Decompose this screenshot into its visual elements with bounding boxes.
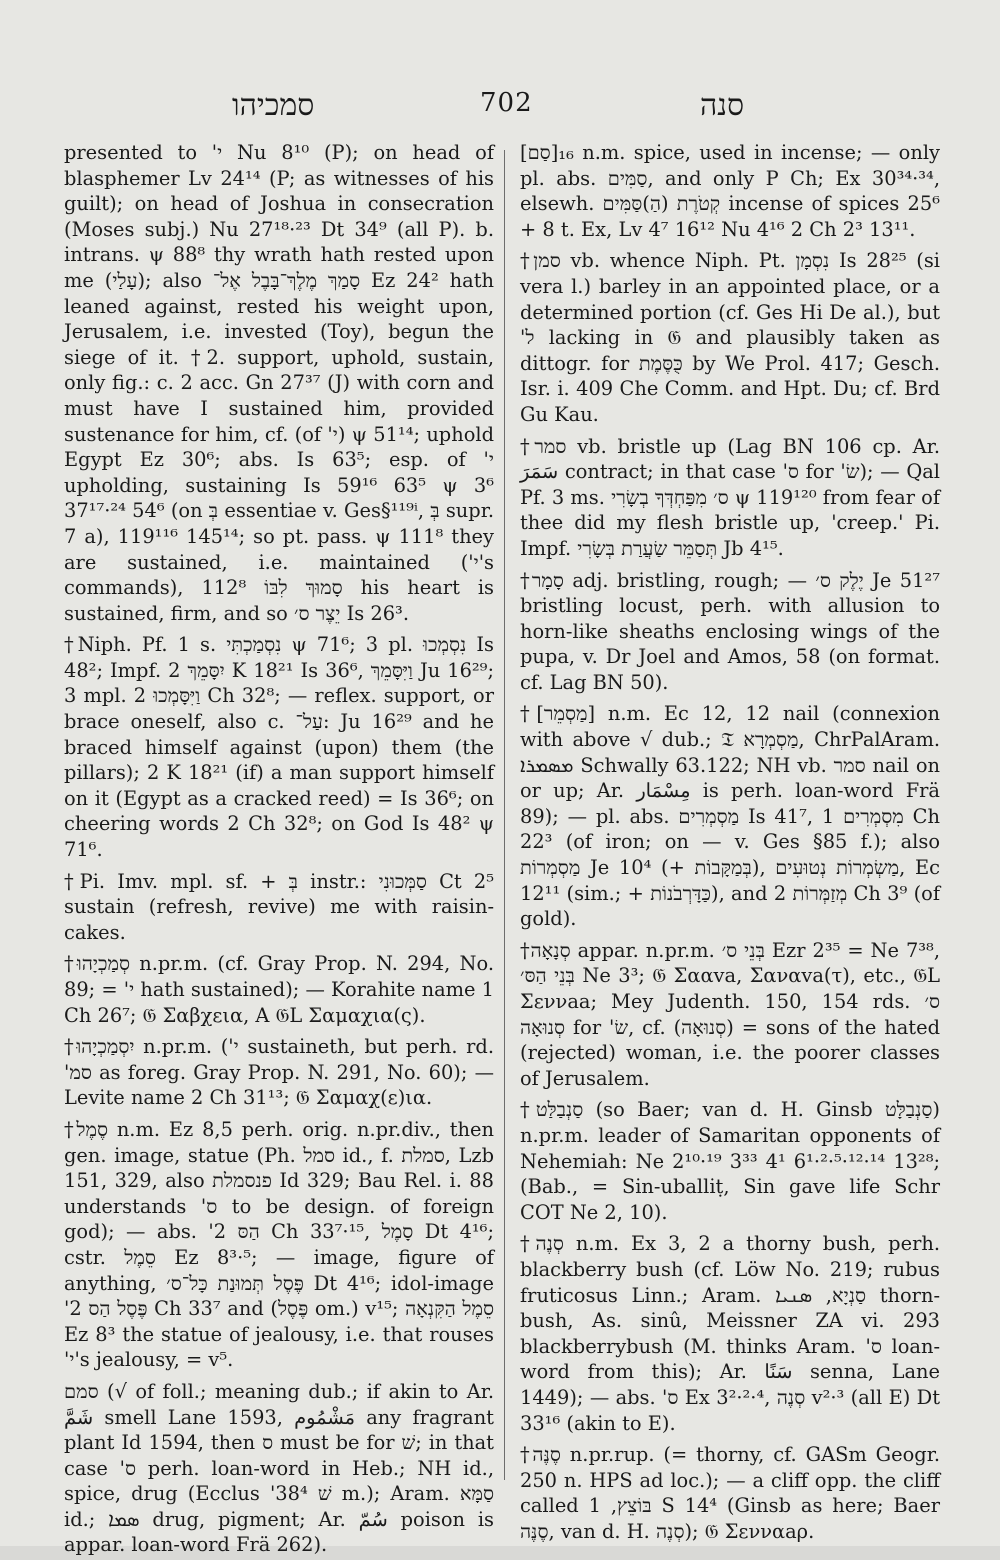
right-paragraph: †סַנְבַלַּט (so Baer; van d. H. Ginsb סַנְבַלָּט) n.pr.m. leader of Samaritan opponents of Nehemiah: Ne 2¹⁰·¹⁹ 3³³ 4¹ 6¹·²·⁵·¹²·¹⁴ 13²⁸; (Bab., = Sin-uballiṭ, Sin gave life Schr COT Ne 2, 10). — [520, 1098, 940, 1224]
page-number: 702 — [480, 88, 533, 118]
left-paragraph: †Niph. Pf. 1 s. נִסְמַכְתִּי ψ 71⁶; 3 pl. נִסְמְכוּ Is 48²; Impf. יִסָּמֵךְ 2 K 18²¹ Is 36⁶, וַיִּסָּמֵךְ Ju 16²⁹; 3 mpl. וַיִּסָּמְכוּ 2 Ch 32⁸; — reflex. support, or brace oneself, also c. עַל־: Ju 16²⁹ and he braced himself against (upon) them (the pillars); 2 K 18²¹ (if) a man support himself on it (Egypt as a cracked reed) = Is 36⁶; on cheering words 2 Ch 32⁸; on God Is 48² ψ 71⁶. — [64, 633, 494, 862]
running-head — [0, 88, 1000, 128]
column-divider — [504, 150, 505, 1480]
right-paragraph: †סָמָר adj. bristling, rough; — יֶלֶק ס׳ Je 51²⁷ bristling locust, perh. with allusion to horn-like sheaths enclosing wings of the pupa, v. Dr Joel and Amos, 58 (on format. cf. Lag BN 50). — [520, 568, 940, 694]
left-paragraph: סמם (√ of foll.; meaning dub.; if akin to Ar. شَمَّ smell Lane 1593, مَشْمُوم any fragrant plant Id 1594, then ס must be for שׁ; in that case 'ס perh. loan-word in Heb.; NH id., spice, drug (Ecclus 'שׁ 38⁴ m.); Aram. סַמָּא id.; ܣܡܐ drug, pigment; Ar. سُمّ poison is appar. loan-word Frä 262). — [64, 1379, 494, 1557]
header-right-word: סנה — [700, 88, 745, 123]
left-column — [64, 140, 494, 1560]
right-paragraph: †[מַסְמֵר] n.m. Ec 12, 12 nail (connexion with above √ dub.; 𝔗 מַסְמְרָא, ChrPalAram. ܡܣܡܪܐ Schwally 63.122; NH vb. סמר nail on or up; Ar. مِسْمَار is perh. loan-word Frä 89); — pl. abs. מַסְמְרִים Is 41⁷, מִסְמְרִים 1 Ch 22³ (of iron; on — v. Ges §85 f.); also מַסְמְרוֹת Je 10⁴ (+ בְּמַקָּבוֹת), מַשְׂמְרוֹת נְטוּעִים, Ec 12¹¹ (sim.; + כַּדָּרְבֹנוֹת), and מְזַמְּרוֹת 2 Ch 3⁹ (of gold). — [520, 702, 941, 931]
right-paragraph: †סְנֶה n.m. Ex 3, 2 a thorny bush, perh. blackberry bush (cf. Löw No. 219; rubus fruticosus Linn.; Aram. סַנְיָא, ܣܢܝܐ thorn-bush, As. sinû, Meissner ZA vi. 293 blackberrybush (M. thinks Aram. 'ס loan-word from this); Ar. سَنًا senna, Lane 1449); — abs. 'ס Ex 3²·²·⁴, סְנֶה v²·³ (all E) Dt 33¹⁶ (akin to E). — [520, 1232, 941, 1435]
right-column — [520, 140, 940, 1546]
header-left-word: סמכיהו — [232, 88, 315, 123]
right-paragraph: [סַם]₁₆ n.m. spice, used in incense; — only pl. abs. סַמִּים, and only P Ch; Ex 30³⁴·³⁴, elsewh. קְטֹרֶת (הַ)סַּמִּים incense of spices 25⁶ + 8 t. Ex, Lv 4⁷ 16¹² Nu 4¹⁶ 2 Ch 2³ 13¹¹. — [520, 141, 940, 241]
right-paragraph: †סמן vb. whence Niph. Pt. נִסְמָן Is 28²⁵ (si vera l.) barley in an appointed place, or a determined portion (cf. Ges Hi De al.), but 'ל lacking in 𝔊 and plausibly taken as dittogr. for כֻּסֶּמֶת by We Prol. 417; Gesch. Isr. i. 409 Che Comm. and Hpt. Du; cf. Brd Gu Kau. — [520, 249, 940, 426]
right-paragraph: †סֶנֶּה n.pr.rup. (= thorny, cf. GASm Geogr. 250 n. HPS ad loc.); — a cliff opp. the cliff called בּוֹצֵץ, 1 S 14⁴ (Ginsb as here; Baer סֶנֶּה, van d. H. סְנֶה); 𝔊 Σενναaρ. — [520, 1443, 940, 1543]
left-paragraph: presented to 'י Nu 8¹⁰ (P); on head of blasphemer Lv 24¹⁴ (P; as witnesses of his guilt); on head of Joshua in consecration (Moses subj.) Nu 27¹⁸·²³ Dt 34⁹ (all P). b. intrans. ψ 88⁸ thy wrath hath rested upon me (עָלַי); also סָמַךְ מֶלֶךְ־בָּבֶל אֶל־ Ez 24² hath leaned against, rested his weight upon, Jerusalem, i.e. invested (Toy), begun the siege of it. †2. support, uphold, sustain, only fig.: c. 2 acc. Gn 27³⁷ (J) with corn and must have I sustained him, provided sustenance for him, cf. (of 'י) ψ 51¹⁴; uphold Egypt Ez 30⁶; abs. Is 63⁵; esp. of 'י upholding, sustaining Is 59¹⁶ 63⁵ ψ 3⁶ 37¹⁷·²⁴ 54⁶ (on בְּ essentiae v. Ges§¹¹⁹ⁱ, בְּ supr. 7 a), 119¹¹⁶ 145¹⁴; so pt. pass. ψ 111⁸ they are sustained, i.e. maintained ('י's commands), סָמוּךְ לִבּוֹ 112⁸ his heart is sustained, firm, and so יֵצֶר ס׳ Is 26³. — [64, 141, 495, 625]
right-paragraph: †סְנָאָה appar. n.pr.m. בְּנֵי ס׳ Ezr 2³⁵ = Ne 7³⁸, בְּנֵי הַסּ׳ Ne 3³; 𝔊 Σααva, Σαναva(τ), etc., 𝔊L Σεννaa; Mey Judenth. 150, 154 rds. ס׳ סְנוּאָה for 'שׂ, cf. (סְנוּאָה) = sons of the hated (rejected) woman, i.e. the poorer classes of Jerusalem. — [520, 938, 940, 1090]
right-paragraph: †סמר vb. bristle up (Lag BN 106 cp. Ar. سَمَرَ contract; in that case 'ס for 'שׂ); — Qal Pf. 3 ms. ס׳ מִפַּחְדְּךָ בְשָׂרִי ψ 119¹²⁰ from fear of thee did my flesh bristle up, 'creep.' Pi. Impf. תְּסַמֵּר שַׂעֲרַת בְּשָׂרִי Jb 4¹⁵. — [520, 434, 940, 560]
left-paragraph: †סְמַכְיָהוּ n.pr.m. (cf. Gray Prop. N. 294, No. 89; = 'י hath sustained); — Korahite name 1 Ch 26⁷; 𝔊 Σαβχεια, A 𝔊L Σαμαχια(ς). — [64, 952, 495, 1027]
left-paragraph: †סֶמֶל n.m. Ez 8,5 perh. orig. n.pr.div., then gen. image, statue (Ph. סמל id., f. סמלת, Lzb 151, 329, also פנסמלת Id 329; Bau Rel. i. 88 understands 'ס to be design. of foreign god); — abs. 'הַסּ 2 Ch 33⁷·¹⁵, סָמֶל Dt 4¹⁶; cstr. סֵמֶל Ez 8³·⁵; — image, figure of anything, פֶּסֶל תְּמוּנַת כָּל־ס׳ Dt 4¹⁶; idol-image 'פֶּסֶל הַס 2 Ch 33⁷ and (פֶּסֶל om.) v¹⁵; סֵמֶל הַקִּנְאָה Ez 8³ the statue of jealousy, i.e. that rouses 'י's jealousy, = v⁵. — [64, 1117, 494, 1372]
left-paragraph: †Pi. Imv. mpl. sf. + בְּ instr.: סַמְּכוּנִי Ct 2⁵ sustain (refresh, revive) me with raisin-cakes. — [64, 869, 494, 944]
left-paragraph: †יִסְמַכְיָהוּ n.pr.m. ('י sustaineth, but perh. rd. 'סמ as foreg. Gray Prop. N. 291, No. 60); — Levite name 2 Ch 31¹³; 𝔊 Σαμαχ(ε)ια. — [64, 1035, 495, 1110]
